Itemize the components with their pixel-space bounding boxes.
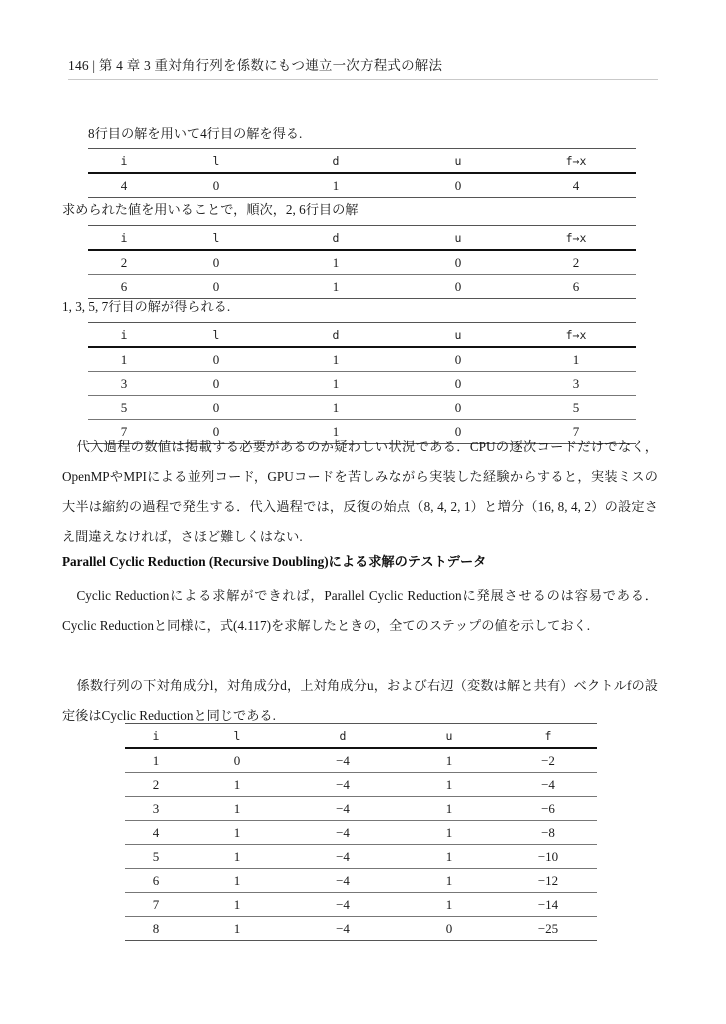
cell-fx: 6 [516, 275, 636, 299]
cell-i: 4 [125, 821, 187, 845]
column-header-l: l [187, 724, 287, 749]
cell-l: 1 [187, 917, 287, 941]
results-table-2 [88, 225, 636, 299]
cell-i: 3 [125, 797, 187, 821]
cell-f: −2 [499, 748, 597, 773]
column-header-i: i [88, 323, 160, 348]
column-header-d: d [272, 323, 400, 348]
cell-d: −4 [287, 821, 399, 845]
cell-i: 6 [125, 869, 187, 893]
table-header-row [88, 323, 636, 348]
column-header-d: d [272, 149, 400, 174]
cell-d: −4 [287, 845, 399, 869]
column-header-i: i [88, 226, 160, 251]
cell-u: 1 [399, 845, 499, 869]
cell-fx: 4 [516, 173, 636, 198]
body-paragraph-3: 係数行列の下対角成分l，対角成分d，上対角成分u，および右辺（変数は解と共有）ベクトルfの設定後はCyclic Reductionと同じである. [62, 678, 658, 723]
table-row [125, 845, 597, 869]
column-header-l: l [160, 149, 272, 174]
column-header-f: f [499, 724, 597, 749]
cell-i: 2 [125, 773, 187, 797]
column-header-fx: f→x [516, 323, 636, 348]
cell-fx: 5 [516, 396, 636, 420]
cell-l: 0 [160, 173, 272, 198]
cell-d: −4 [287, 893, 399, 917]
caption-before-table-2: 求められた値を用いることで，順次，2, 6行目の解 [62, 202, 359, 217]
cell-u: 0 [400, 173, 516, 198]
cell-l: 1 [187, 821, 287, 845]
cell-i: 1 [88, 347, 160, 372]
section-heading-pcr: Parallel Cyclic Reduction (Recursive Doubling)による求解のテストデータ [62, 554, 487, 569]
cell-u: 1 [399, 869, 499, 893]
cell-l: 0 [160, 347, 272, 372]
caption-before-table-1: 8行目の解を用いて4行目の解を得る. [88, 126, 303, 141]
cell-fx: 1 [516, 347, 636, 372]
table-header-row [88, 149, 636, 174]
cell-d: 1 [272, 275, 400, 299]
cell-l: 1 [187, 869, 287, 893]
cell-u: 1 [399, 797, 499, 821]
cell-f: −6 [499, 797, 597, 821]
cell-i: 5 [88, 396, 160, 420]
cell-u: 1 [399, 748, 499, 773]
cell-fx: 3 [516, 372, 636, 396]
cell-d: 1 [272, 173, 400, 198]
cell-d: −4 [287, 748, 399, 773]
column-header-i: i [88, 149, 160, 174]
cell-u: 0 [400, 396, 516, 420]
table-row [88, 372, 636, 396]
table-row [125, 869, 597, 893]
cell-u: 0 [400, 372, 516, 396]
body-paragraph-2: Cyclic Reductionによる求解ができれば，Parallel Cyclic Reductionに発展させるのは容易である．Cyclic Reductionと同様に，式(4.117)を求解したときの，全てのステップの値を示しておく. [62, 588, 658, 633]
cell-d: 1 [272, 396, 400, 420]
cell-l: 0 [160, 372, 272, 396]
cell-d: −4 [287, 773, 399, 797]
cell-i: 7 [125, 893, 187, 917]
table-row [88, 275, 636, 299]
cell-f: −12 [499, 869, 597, 893]
column-header-i: i [125, 724, 187, 749]
cell-u: 0 [400, 250, 516, 275]
cell-u: 0 [400, 420, 516, 444]
caption-before-table-3: 1, 3, 5, 7行目の解が得られる. [62, 299, 231, 314]
page-header-text: 146 | 第 4 章 3 重対角行列を係数にもつ連立一次方程式の解法 [68, 58, 443, 73]
cell-u: 1 [399, 773, 499, 797]
cell-d: −4 [287, 917, 399, 941]
cell-i: 6 [88, 275, 160, 299]
column-header-l: l [160, 226, 272, 251]
cell-i: 7 [88, 420, 160, 444]
cell-f: −10 [499, 845, 597, 869]
column-header-u: u [399, 724, 499, 749]
table-row [88, 396, 636, 420]
column-header-l: l [160, 323, 272, 348]
cell-i: 5 [125, 845, 187, 869]
column-header-d: d [287, 724, 399, 749]
cell-u: 1 [399, 821, 499, 845]
table-row [125, 893, 597, 917]
cell-l: 0 [187, 748, 287, 773]
table-row [125, 773, 597, 797]
results-table-3 [88, 322, 636, 444]
cell-u: 0 [400, 275, 516, 299]
cell-fx: 2 [516, 250, 636, 275]
table-row [125, 797, 597, 821]
cell-d: 1 [272, 347, 400, 372]
results-table-1 [88, 148, 636, 198]
table-row [88, 250, 636, 275]
cell-l: 0 [160, 396, 272, 420]
results-table-4 [125, 723, 597, 941]
table-row [125, 748, 597, 773]
cell-u: 1 [399, 893, 499, 917]
cell-l: 1 [187, 893, 287, 917]
cell-d: −4 [287, 797, 399, 821]
cell-u: 0 [400, 347, 516, 372]
cell-fx: 7 [516, 420, 636, 444]
cell-d: −4 [287, 869, 399, 893]
cell-f: −4 [499, 773, 597, 797]
body-paragraph-1: 代入過程の数値は掲載する必要があるのか疑わしい状況である．CPUの逐次コードだけでなく，OpenMPやMPIによる並列コード，GPUコードを苦しみながら実装した経験からすると，実装ミスの大半は縮約の過程で発生する．代入過程では，反復の始点（8, 4, 2, 1）と増分（16, 8, 4, 2）の設定さえ間違えなければ，さほど難しくはない. [62, 439, 658, 544]
cell-l: 0 [160, 250, 272, 275]
cell-i: 4 [88, 173, 160, 198]
table-row [88, 173, 636, 198]
cell-i: 3 [88, 372, 160, 396]
cell-d: 1 [272, 420, 400, 444]
cell-i: 8 [125, 917, 187, 941]
cell-i: 1 [125, 748, 187, 773]
table-row [125, 917, 597, 941]
cell-l: 0 [160, 275, 272, 299]
column-header-u: u [400, 226, 516, 251]
column-header-d: d [272, 226, 400, 251]
page-running-header [68, 54, 658, 80]
cell-l: 1 [187, 845, 287, 869]
cell-f: −14 [499, 893, 597, 917]
table-row [125, 821, 597, 845]
cell-d: 1 [272, 250, 400, 275]
column-header-fx: f→x [516, 149, 636, 174]
page-header-rule [68, 79, 658, 80]
cell-l: 0 [160, 420, 272, 444]
cell-i: 2 [88, 250, 160, 275]
cell-f: −25 [499, 917, 597, 941]
table-header-row [88, 226, 636, 251]
column-header-u: u [400, 149, 516, 174]
cell-l: 1 [187, 797, 287, 821]
column-header-u: u [400, 323, 516, 348]
table-header-row [125, 724, 597, 749]
cell-u: 0 [399, 917, 499, 941]
cell-l: 1 [187, 773, 287, 797]
cell-d: 1 [272, 372, 400, 396]
column-header-fx: f→x [516, 226, 636, 251]
table-row [88, 347, 636, 372]
cell-f: −8 [499, 821, 597, 845]
